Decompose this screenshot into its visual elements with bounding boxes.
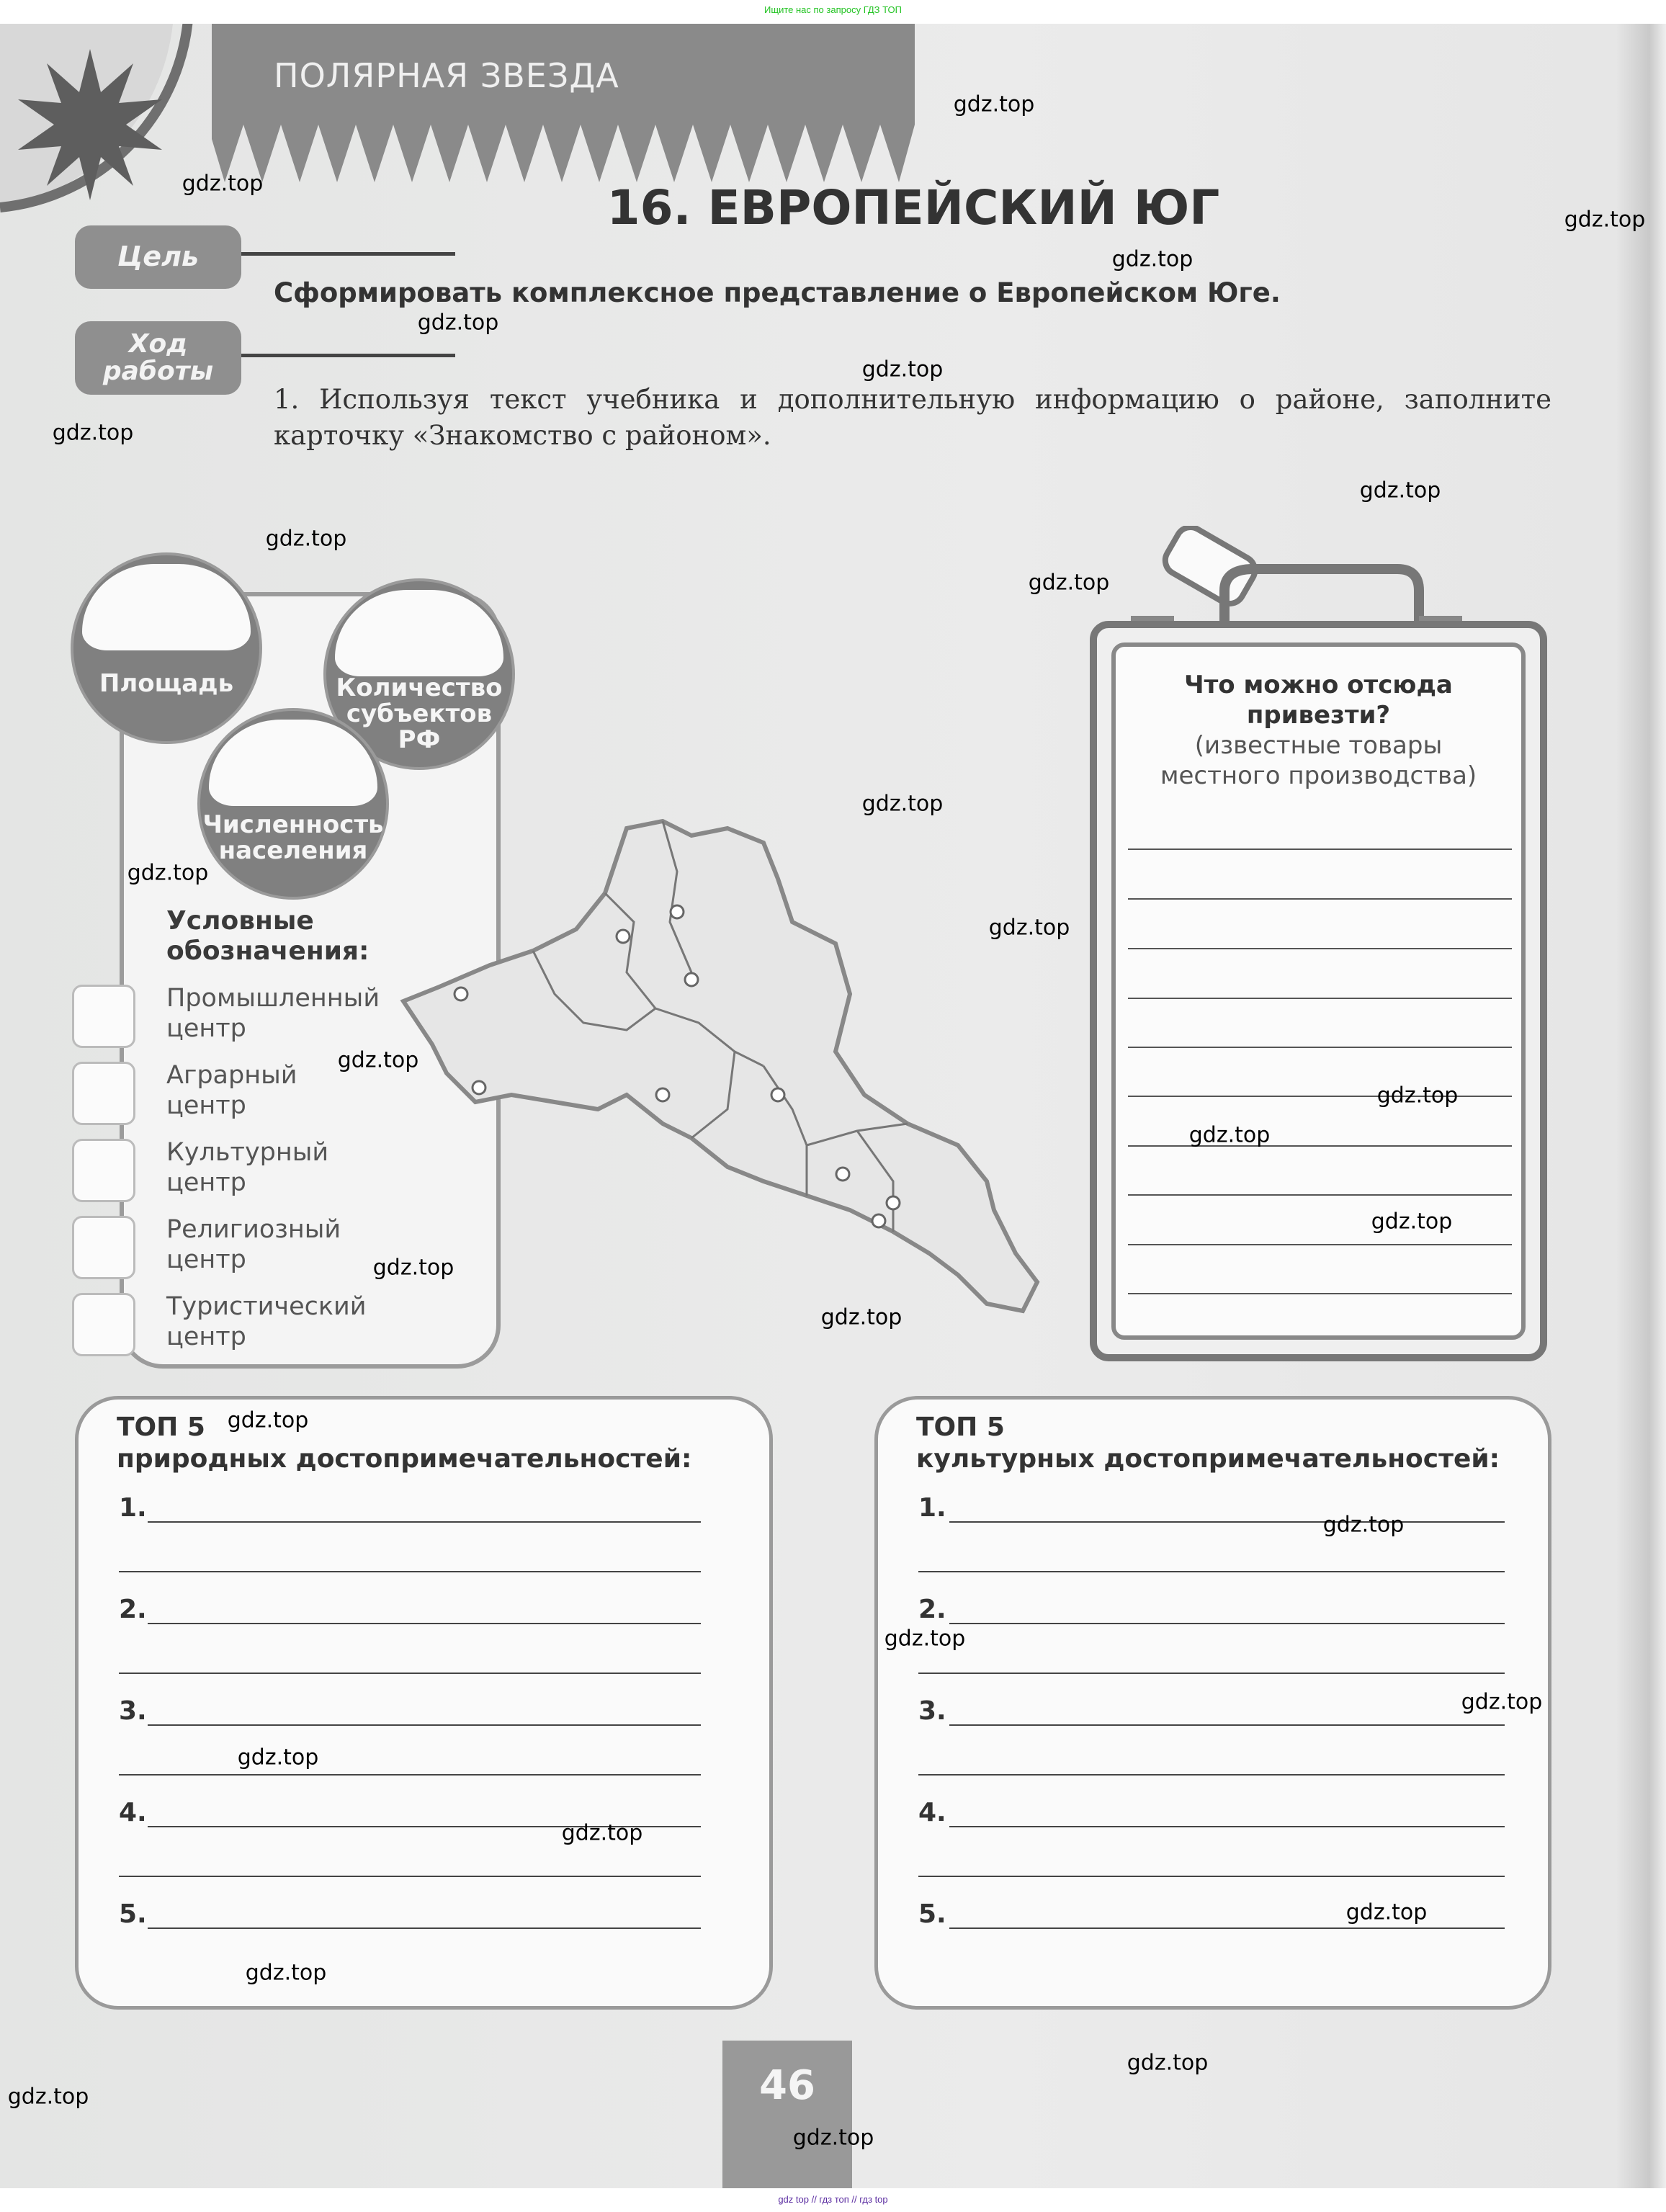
population-circle xyxy=(197,708,389,900)
watermark: gdz.top xyxy=(1345,1899,1428,1925)
legend-item-line: Аграрный xyxy=(166,1061,297,1090)
legend-item-cultural xyxy=(166,1137,328,1198)
series-title: ПОЛЯРНАЯ ЗВЕЗДА xyxy=(274,56,619,95)
legend-item-line: Туристический xyxy=(166,1292,367,1321)
population-label-line: Численность xyxy=(202,810,384,839)
goal-label-text: Цель xyxy=(117,241,199,273)
population-label xyxy=(200,812,386,864)
southern-region-map xyxy=(389,807,1059,1333)
list-number: 3. xyxy=(119,1696,147,1726)
page-title: 16. ЕВРОПЕЙСКИЙ ЮГ xyxy=(606,180,1220,236)
writing-line[interactable] xyxy=(1128,848,1512,850)
city-marker xyxy=(473,1081,485,1094)
watermark: gdz.top xyxy=(953,91,1035,117)
watermark: gdz.top xyxy=(337,1047,419,1073)
answer-line[interactable] xyxy=(949,1826,1505,1827)
progress-label-line1: Ход xyxy=(128,329,188,359)
city-marker xyxy=(656,1088,669,1101)
top5-nature-card xyxy=(75,1396,773,2010)
legend-item-line: Религиозный xyxy=(166,1215,341,1244)
answer-line[interactable] xyxy=(918,1876,1505,1877)
task-1-text: 1. Используя текст учебника и дополнительную информацию о районе, заполните карточку «Знакомство с районом». xyxy=(274,384,1551,451)
writing-line[interactable] xyxy=(1128,1145,1512,1147)
subjects-label-line: РФ xyxy=(398,725,441,754)
watermark: gdz.top xyxy=(561,1820,643,1846)
watermark: gdz.top xyxy=(820,1304,903,1330)
population-label-line: населения xyxy=(218,836,368,865)
progress-rule xyxy=(241,354,455,357)
answer-line[interactable] xyxy=(148,1521,701,1523)
legend-title-line: Условные xyxy=(166,906,314,936)
subjects-input-field[interactable] xyxy=(335,590,503,676)
watermark: gdz.top xyxy=(861,791,944,817)
progress-label xyxy=(75,321,241,395)
watermark: gdz.top xyxy=(988,915,1070,941)
city-marker xyxy=(887,1196,900,1209)
answer-line[interactable] xyxy=(119,1876,701,1877)
population-input-field[interactable] xyxy=(209,720,377,806)
area-input-field[interactable] xyxy=(82,564,251,650)
list-number: 2. xyxy=(918,1595,946,1624)
suitcase-title-line: привезти? xyxy=(1246,701,1391,730)
watermark: gdz.top xyxy=(1371,1209,1453,1235)
watermark: gdz.top xyxy=(372,1255,454,1281)
top5-culture-card xyxy=(874,1396,1551,2010)
legend-symbol-box-cultural[interactable] xyxy=(72,1139,135,1202)
subjects-label-line: субъектов xyxy=(346,699,493,728)
goal-label xyxy=(75,225,241,289)
area-circle xyxy=(71,552,262,744)
list-number: 2. xyxy=(119,1595,147,1624)
suitcase-subtitle-line: местного производства) xyxy=(1160,761,1477,790)
heading-line: природных достопримечательностей: xyxy=(117,1444,692,1474)
suitcase-subtitle-line: (известные товары xyxy=(1194,731,1443,760)
legend-item-industrial xyxy=(166,983,380,1044)
answer-line[interactable] xyxy=(119,1774,701,1776)
city-marker xyxy=(685,973,698,986)
answer-line[interactable] xyxy=(119,1673,701,1674)
legend-symbol-box-religious[interactable] xyxy=(72,1216,135,1279)
writing-line[interactable] xyxy=(1128,998,1512,999)
watermark: gdz.top xyxy=(7,2084,89,2110)
answer-line[interactable] xyxy=(949,1623,1505,1624)
page-number: 46 xyxy=(722,2041,852,2188)
watermark: gdz.top xyxy=(1322,1512,1405,1538)
answer-line[interactable] xyxy=(918,1774,1505,1776)
answer-line[interactable] xyxy=(918,1673,1505,1674)
watermark: gdz.top xyxy=(227,1407,309,1433)
top5-culture-heading xyxy=(916,1412,1500,1475)
watermark: gdz.top xyxy=(1359,478,1441,503)
watermark: gdz.top xyxy=(1188,1122,1271,1148)
legend-item-line: Культурный xyxy=(166,1138,329,1167)
progress-label-line2: работы xyxy=(102,357,214,386)
subjects-label-line: Количество xyxy=(336,673,503,702)
goal-text: Сформировать комплексное представление о Европейском Юге. xyxy=(274,277,1281,308)
legend-item-line: центр xyxy=(166,1091,246,1120)
watermark: gdz.top xyxy=(127,860,209,886)
watermark: gdz.top xyxy=(884,1626,966,1652)
legend-item-line: Промышленный xyxy=(166,984,380,1013)
watermark: gdz.top xyxy=(237,1745,319,1770)
watermark: gdz.top xyxy=(1028,570,1110,596)
top-search-note: Ищите нас по запросу ГДЗ ТОП xyxy=(764,4,902,15)
legend-item-tourist xyxy=(166,1291,367,1352)
bottom-note: gdz top // гдз топ // гдз top xyxy=(778,2194,888,2205)
city-marker xyxy=(872,1214,885,1227)
suitcase-title-line: Что можно отсюда xyxy=(1184,671,1453,699)
answer-line[interactable] xyxy=(949,1724,1505,1726)
writing-line[interactable] xyxy=(1128,1047,1512,1048)
writing-line[interactable] xyxy=(1128,1293,1512,1294)
watermark: gdz.top xyxy=(1376,1083,1459,1109)
list-number: 4. xyxy=(119,1798,147,1827)
writing-line[interactable] xyxy=(1128,1244,1512,1245)
answer-line[interactable] xyxy=(119,1571,701,1572)
watermark: gdz.top xyxy=(245,1960,327,1986)
watermark: gdz.top xyxy=(1127,2050,1209,2076)
watermark: gdz.top xyxy=(182,171,264,197)
list-number: 4. xyxy=(918,1798,946,1827)
legend-symbol-box-agrarian[interactable] xyxy=(72,1062,135,1125)
legend-item-religious xyxy=(166,1214,341,1275)
answer-line[interactable] xyxy=(949,1521,1505,1523)
city-marker xyxy=(454,988,467,1000)
suitcase-handle-icon xyxy=(1109,526,1484,634)
legend-item-line: центр xyxy=(166,1168,246,1197)
legend-title xyxy=(166,906,369,967)
goal-rule xyxy=(241,252,455,256)
watermark: gdz.top xyxy=(52,420,134,446)
watermark: gdz.top xyxy=(1461,1689,1543,1715)
answer-line[interactable] xyxy=(148,1927,701,1929)
answer-line[interactable] xyxy=(148,1724,701,1726)
legend-title-line: обозначения: xyxy=(166,936,370,966)
answer-line[interactable] xyxy=(949,1927,1505,1929)
writing-line[interactable] xyxy=(1128,948,1512,949)
list-number: 5. xyxy=(918,1899,946,1929)
list-number: 1. xyxy=(119,1493,147,1523)
list-number: 1. xyxy=(918,1493,946,1523)
watermark: gdz.top xyxy=(417,310,499,336)
suitcase-heading xyxy=(1111,670,1526,791)
legend-item-line: центр xyxy=(166,1014,246,1043)
heading-line: ТОП 5 xyxy=(117,1412,205,1442)
area-label: Площадь xyxy=(99,669,234,698)
watermark: gdz.top xyxy=(1564,207,1646,233)
list-number: 5. xyxy=(119,1899,147,1929)
heading-line: культурных достопримечательностей: xyxy=(916,1444,1500,1474)
city-marker xyxy=(617,930,630,943)
watermark: gdz.top xyxy=(265,526,347,552)
watermark: gdz.top xyxy=(1111,246,1193,272)
legend-item-agrarian xyxy=(166,1060,297,1121)
legend-item-line: центр xyxy=(166,1322,246,1351)
legend-item-line: центр xyxy=(166,1245,246,1274)
city-marker xyxy=(836,1168,849,1181)
answer-line[interactable] xyxy=(148,1623,701,1624)
heading-line: ТОП 5 xyxy=(916,1412,1005,1442)
legend-symbol-box-industrial[interactable] xyxy=(72,985,135,1048)
list-number: 3. xyxy=(918,1696,946,1726)
city-marker xyxy=(771,1088,784,1101)
writing-line[interactable] xyxy=(1128,898,1512,900)
top5-nature-heading xyxy=(117,1412,691,1475)
watermark: gdz.top xyxy=(861,357,944,382)
watermark: gdz.top xyxy=(792,2125,874,2151)
answer-line[interactable] xyxy=(918,1571,1505,1572)
legend-symbol-box-tourist[interactable] xyxy=(72,1293,135,1356)
writing-line[interactable] xyxy=(1128,1194,1512,1196)
city-marker xyxy=(671,905,684,918)
